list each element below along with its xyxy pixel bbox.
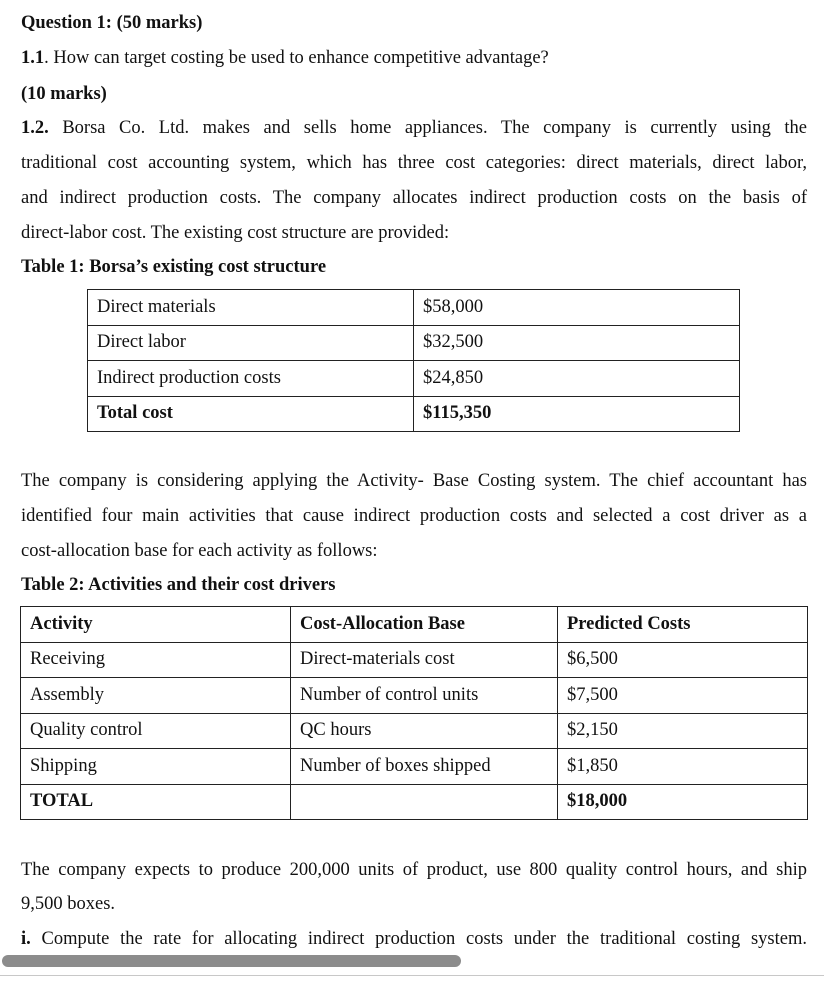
- total-cost-value: $115,350: [414, 396, 740, 432]
- base-cell: Number of boxes shipped: [291, 749, 558, 785]
- expectations-line-1: [21, 859, 807, 881]
- cost-cell: $1,850: [558, 749, 808, 785]
- cost-label: Direct materials: [88, 290, 414, 326]
- table-1-caption: Table 1: Borsa’s existing cost structure: [21, 257, 327, 277]
- part-i-label: i.: [21, 929, 31, 949]
- cost-value: $58,000: [414, 290, 740, 326]
- table-row: [88, 290, 740, 326]
- table-row: [21, 642, 808, 678]
- base-cell: Number of control units: [291, 678, 558, 714]
- question-title: Question 1: (50 marks): [21, 13, 203, 33]
- cost-label: Indirect production costs: [88, 361, 414, 397]
- cost-structure-table: [87, 289, 740, 432]
- cost-value: $24,850: [414, 361, 740, 397]
- table-row: [21, 678, 808, 714]
- question-1-2-line-2: [21, 152, 807, 174]
- question-1-1-text: . How can target costing be used to enhance competitive advantage?: [44, 48, 549, 68]
- question-1-2-line-3: [21, 187, 807, 209]
- bottom-divider: [0, 975, 824, 976]
- cost-label: Direct labor: [88, 325, 414, 361]
- header-base: Cost-Allocation Base: [291, 607, 558, 643]
- activity-cell: Assembly: [21, 678, 291, 714]
- abc-line-1-text: The company is considering applying the Activity- Base Costing system. The chief accountant has: [21, 471, 807, 491]
- cost-cell: $7,500: [558, 678, 808, 714]
- base-cell: Direct-materials cost: [291, 642, 558, 678]
- question-1-2-number: 1.2.: [21, 118, 49, 138]
- header-activity: Activity: [21, 607, 291, 643]
- question-1-2-line-1: [21, 117, 807, 139]
- total-cost-label: Total cost: [88, 396, 414, 432]
- abc-line-3: cost-allocation base for each activity as follows:: [21, 541, 378, 561]
- question-1-2-line-4: direct-labor cost. The existing cost structure are provided:: [21, 223, 450, 243]
- table-header-row: [21, 607, 808, 643]
- question-1-2-line-3-text: and indirect production costs. The company allocates indirect production costs on the basis of: [21, 188, 807, 208]
- base-cell: QC hours: [291, 713, 558, 749]
- table-row: [88, 361, 740, 397]
- total-activity-cell: TOTAL: [21, 784, 291, 820]
- question-1-2-line-2-text: traditional cost accounting system, which has three cost categories: direct materials, direct labor,: [21, 153, 807, 173]
- question-1-2-text: Borsa Co. Ltd. makes and sells home appliances. The company is currently using the: [62, 118, 807, 138]
- cost-cell: $6,500: [558, 642, 808, 678]
- expectations-line-1-text: The company expects to produce 200,000 units of product, use 800 quality control hours, and ship: [21, 860, 807, 880]
- header-cost: Predicted Costs: [558, 607, 808, 643]
- abc-line-2: [21, 505, 807, 527]
- table-row: [88, 325, 740, 361]
- question-1-1-marks: (10 marks): [21, 84, 107, 104]
- activities-table: [20, 606, 808, 820]
- table-total-row: [21, 784, 808, 820]
- abc-line-1: [21, 470, 807, 492]
- table-total-row: [88, 396, 740, 432]
- cost-value: $32,500: [414, 325, 740, 361]
- total-cost-cell: $18,000: [558, 784, 808, 820]
- part-i-question: [21, 928, 807, 950]
- table-row: [21, 713, 808, 749]
- abc-line-2-text: identified four main activities that cause indirect production costs and selected a cost driver as a: [21, 506, 807, 526]
- activity-cell: Shipping: [21, 749, 291, 785]
- table-row: [21, 749, 808, 785]
- total-base-cell: [291, 784, 558, 820]
- expectations-line-2: 9,500 boxes.: [21, 894, 116, 914]
- question-1-1-number: 1.1: [21, 48, 45, 68]
- activity-cell: Receiving: [21, 642, 291, 678]
- part-i-text: Compute the rate for allocating indirect production costs under the traditional costing system.: [41, 929, 807, 949]
- activity-cell: Quality control: [21, 713, 291, 749]
- cost-cell: $2,150: [558, 713, 808, 749]
- horizontal-scrollbar-thumb[interactable]: [2, 955, 461, 967]
- table-2-caption: Table 2: Activities and their cost drivers: [21, 575, 336, 595]
- question-1-1: [21, 47, 549, 69]
